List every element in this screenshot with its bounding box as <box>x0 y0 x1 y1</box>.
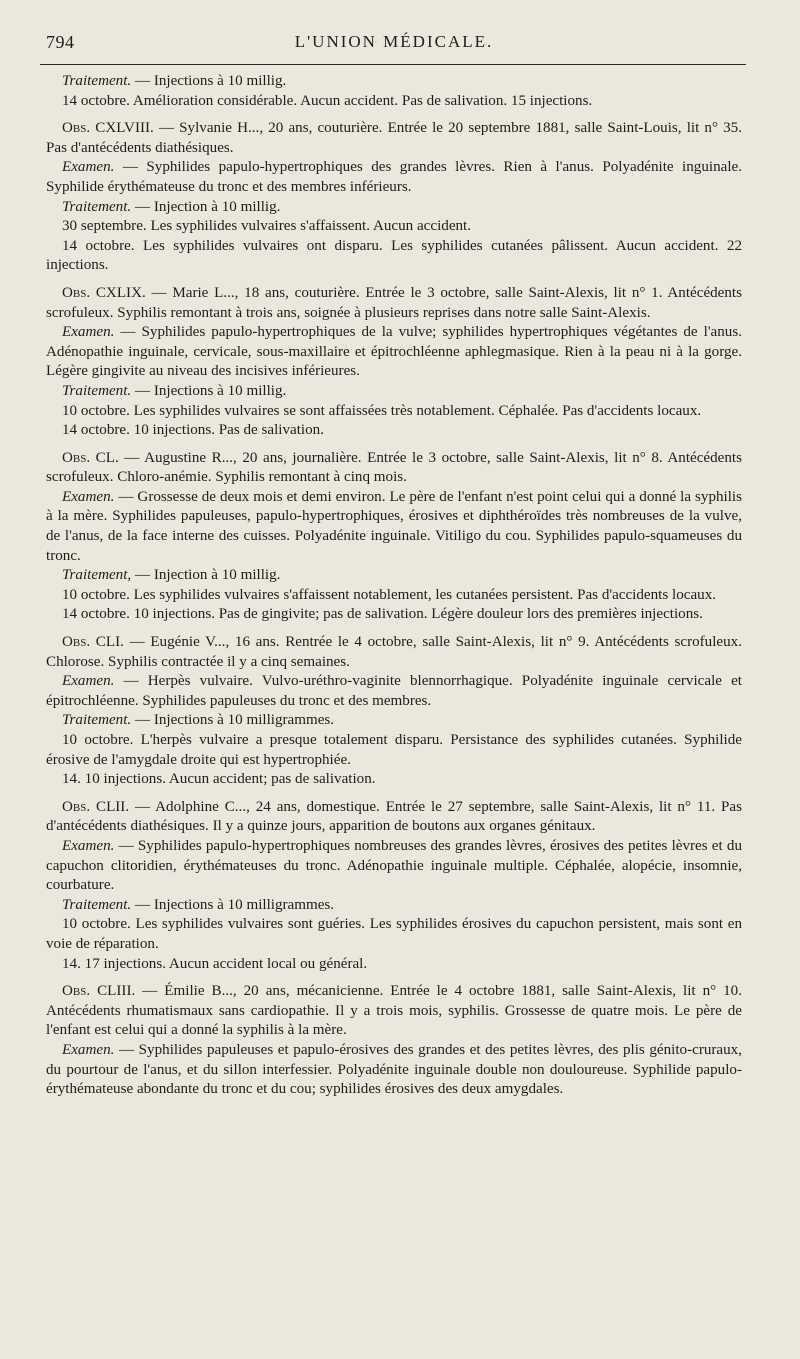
observation-paragraph <box>46 421 742 441</box>
observation-paragraph <box>46 837 742 896</box>
paragraph-text: — Injection à 10 millig. <box>131 198 281 215</box>
observation-paragraph <box>46 488 742 566</box>
paragraph-text: 14. 17 injections. Aucun accident local ou général. <box>62 955 368 972</box>
observation-block <box>46 284 742 441</box>
paragraph-text: 10 octobre. Les syphilides vulvaires se sont affaissées très notablement. Céphalée. Pas d'accidents locaux. <box>62 402 702 419</box>
paragraph-text: — Herpès vulvaire. Vulvo-uréthro-vaginite blennorrhagique. Polyadénite inguinale cervicale et épitrochléenne. Syphilides papuleuses du tronc et des membres. <box>46 673 742 709</box>
observation-paragraph <box>46 605 742 625</box>
observation-number: Obs. CLIII. <box>62 983 136 1000</box>
observation-paragraph <box>46 982 742 1041</box>
paragraph-text: 14 octobre. Amélioration considérable. Aucun accident. Pas de salivation. 15 injections. <box>62 92 593 109</box>
paragraph-text: 30 septembre. Les syphilides vulvaires s'affaissent. Aucun accident. <box>62 218 472 235</box>
observation-paragraph <box>46 158 742 197</box>
paragraph-text: — Augustine R..., 20 ans, journalière. Entrée le 3 octobre, salle Saint-Alexis, lit n° 8. Antécédents scrofuleux. Chloro-anémie. Syphilis remontant à cinq mois. <box>46 449 742 486</box>
observation-paragraph <box>46 955 742 975</box>
paragraph-text: 10 octobre. Les syphilides vulvaires s'affaissent notablement, les cutanées persistent. Pas d'accidents locaux. <box>62 586 717 603</box>
observation-paragraph <box>46 770 742 790</box>
paragraph-text: — Adolphine C..., 24 ans, domestique. Entrée le 27 septembre, salle Saint-Alexis, lit n° 11. Pas d'antécédents diathésiques. Il y a quinze jours, apparition de boutons aux organes génitaux. <box>46 798 743 835</box>
section-label: Traitement. <box>62 198 132 215</box>
paragraph-text: — Eugénie V..., 16 ans. Rentrée le 4 octobre, salle Saint-Alexis, lit n° 9. Antécédents scrofuleux. Chlorose. Syphilis contractée il y a cinq semaines. <box>46 634 742 670</box>
observation-paragraph <box>46 92 742 112</box>
section-label: Examen. <box>62 159 115 176</box>
section-label: Examen. <box>62 673 115 690</box>
observation-paragraph <box>46 402 742 422</box>
paragraph-text: — Injection à 10 millig. <box>131 567 281 584</box>
observation-number: Obs. CXLIX. <box>62 284 146 301</box>
observation-paragraph <box>46 237 742 276</box>
observation-paragraph <box>46 731 742 770</box>
paragraph-text: — Syphilides papulo-hypertrophiques des grandes lèvres. Rien à l'anus. Polyadénite inguinale. Syphilide érythémateuse du tronc et des membres inférieurs. <box>46 159 742 195</box>
section-label: Traitement. <box>62 896 132 913</box>
paragraph-text: — Sylvanie H..., 20 ans, couturière. Entrée le 20 septembre 1881, salle Saint-Louis, lit n° 35. Pas d'antécédents diathésiques. <box>46 120 742 156</box>
observation-number: Obs. CLII. <box>62 798 130 815</box>
observation-paragraph <box>46 896 742 916</box>
observation-block <box>46 633 742 790</box>
observation-paragraph <box>46 586 742 606</box>
observation-paragraph <box>46 672 742 711</box>
observation-paragraph <box>46 72 742 92</box>
journal-title: L'UNION MÉDICALE. <box>294 32 494 51</box>
paragraph-text: — Syphilides papuleuses et papulo-érosives des grandes et des petites lèvres, des plis génito-cruraux, du pourtour de l'anus, et du sillon interfessier. Polyadénite inguinale double non douloureuse. Syphilide papulo-érythémateuse abondante du tronc et du cou; syphilides érosives des deux amygdales. <box>46 1041 742 1098</box>
observation-number: Obs. CXLVIII. <box>62 120 154 137</box>
observation-block <box>46 72 742 111</box>
paragraph-text: — Marie L..., 18 ans, couturière. Entrée le 3 octobre, salle Saint-Alexis, lit n° 1. Antécédents scrofuleux. Syphilis remontant à trois ans, soignée à plusieurs reprises dans notre salle Saint-Alexis. <box>46 284 742 321</box>
observation-paragraph <box>46 915 742 954</box>
article-body <box>46 72 742 1108</box>
section-label: Traitement. <box>62 382 132 399</box>
observation-paragraph <box>46 284 742 323</box>
observation-paragraph <box>46 566 742 586</box>
observation-paragraph <box>46 711 742 731</box>
section-label: Examen. <box>62 488 115 505</box>
section-label: Examen. <box>62 324 115 341</box>
page-number: 794 <box>46 32 75 52</box>
observation-paragraph <box>46 119 742 158</box>
observation-paragraph <box>46 382 742 402</box>
section-label: Traitement, <box>62 567 132 584</box>
observation-block <box>46 982 742 1100</box>
observation-paragraph <box>46 798 742 837</box>
observation-paragraph <box>46 449 742 488</box>
paragraph-text: — Injections à 10 milligrammes. <box>131 896 335 913</box>
section-label: Traitement. <box>62 73 132 89</box>
section-label: Examen. <box>62 837 115 854</box>
observation-paragraph <box>46 1041 742 1100</box>
paragraph-text: 14 octobre. Les syphilides vulvaires ont disparu. Les syphilides cutanées pâlissent. Aucun accident. 22 injections. <box>46 237 742 274</box>
paragraph-text: — Émilie B..., 20 ans, mécanicienne. Entrée le 4 octobre 1881, salle Saint-Alexis, lit n° 10. Antécédents rhumatismaux sans cardiopathie. Il y a trois mois, syphilis. Grossesse de quatre mois. Le père de l'enfant est celui qui a donné la syphilis à la mère. <box>46 983 742 1039</box>
paragraph-text: 10 octobre. L'herpès vulvaire a presque totalement disparu. Persistance des syphilides cutanées. Syphilide érosive de l'amygdale droite qui est hypertrophiée. <box>46 732 742 768</box>
observation-paragraph <box>46 323 742 382</box>
paragraph-text: 14. 10 injections. Aucun accident; pas de salivation. <box>62 771 376 788</box>
section-label: Examen. <box>62 1041 115 1058</box>
paragraph-text: 10 octobre. Les syphilides vulvaires sont guéries. Les syphilides érosives du capuchon persistent, mais sont en voie de réparation. <box>46 916 742 952</box>
observation-block <box>46 449 742 625</box>
observation-number: Obs. CLI. <box>62 634 124 651</box>
observation-paragraph <box>46 633 742 672</box>
observation-block <box>46 119 742 276</box>
paragraph-text: — Injections à 10 milligrammes. <box>131 712 335 729</box>
running-head <box>46 0 742 58</box>
section-label: Traitement. <box>62 712 132 729</box>
paragraph-text: — Injections à 10 millig. <box>131 382 287 399</box>
paragraph-text: 14 octobre. 10 injections. Pas de salivation. <box>62 422 324 439</box>
observation-paragraph <box>46 217 742 237</box>
paragraph-text: — Injections à 10 millig. <box>131 73 287 89</box>
paragraph-text: — Syphilides papulo-hypertrophiques nombreuses des grandes lèvres, érosives des petites lèvres et du capuchon clitoridien, érythémateuses du tronc. Adénopathie inguinale multiple. Céphalée, alopécie, insomnie, courbature. <box>46 837 742 894</box>
paragraph-text: 14 octobre. 10 injections. Pas de gingivite; pas de salivation. Légère douleur lors des premières injections. <box>62 606 703 623</box>
observation-block <box>46 798 742 974</box>
paragraph-text: — Syphilides papulo-hypertrophiques de la vulve; syphilides hypertrophiques végétantes de l'anus. Adénopathie inguinale, cervicale, sous-maxillaire et épitrochléenne aphlegmasique. Rien à la peau ni à la gorge. Légère gingivite au niveau des incisives inférieures. <box>46 324 742 380</box>
paragraph-text: — Grossesse de deux mois et demi environ. Le père de l'enfant n'est point celui qui a donné la syphilis à la mère. Syphilides papuleuses, papulo-hypertrophiques, érosives et diphthéroïdes très nombreuses de la vulve, de l'anus, de la face interne des cuisses. Polyadénite inguinale. Vitiligo du cou. Syphilides papulo-squameuses du tronc. <box>46 488 742 564</box>
observation-number: Obs. CL. <box>62 449 119 466</box>
header-rule <box>40 64 746 65</box>
observation-paragraph <box>46 198 742 218</box>
